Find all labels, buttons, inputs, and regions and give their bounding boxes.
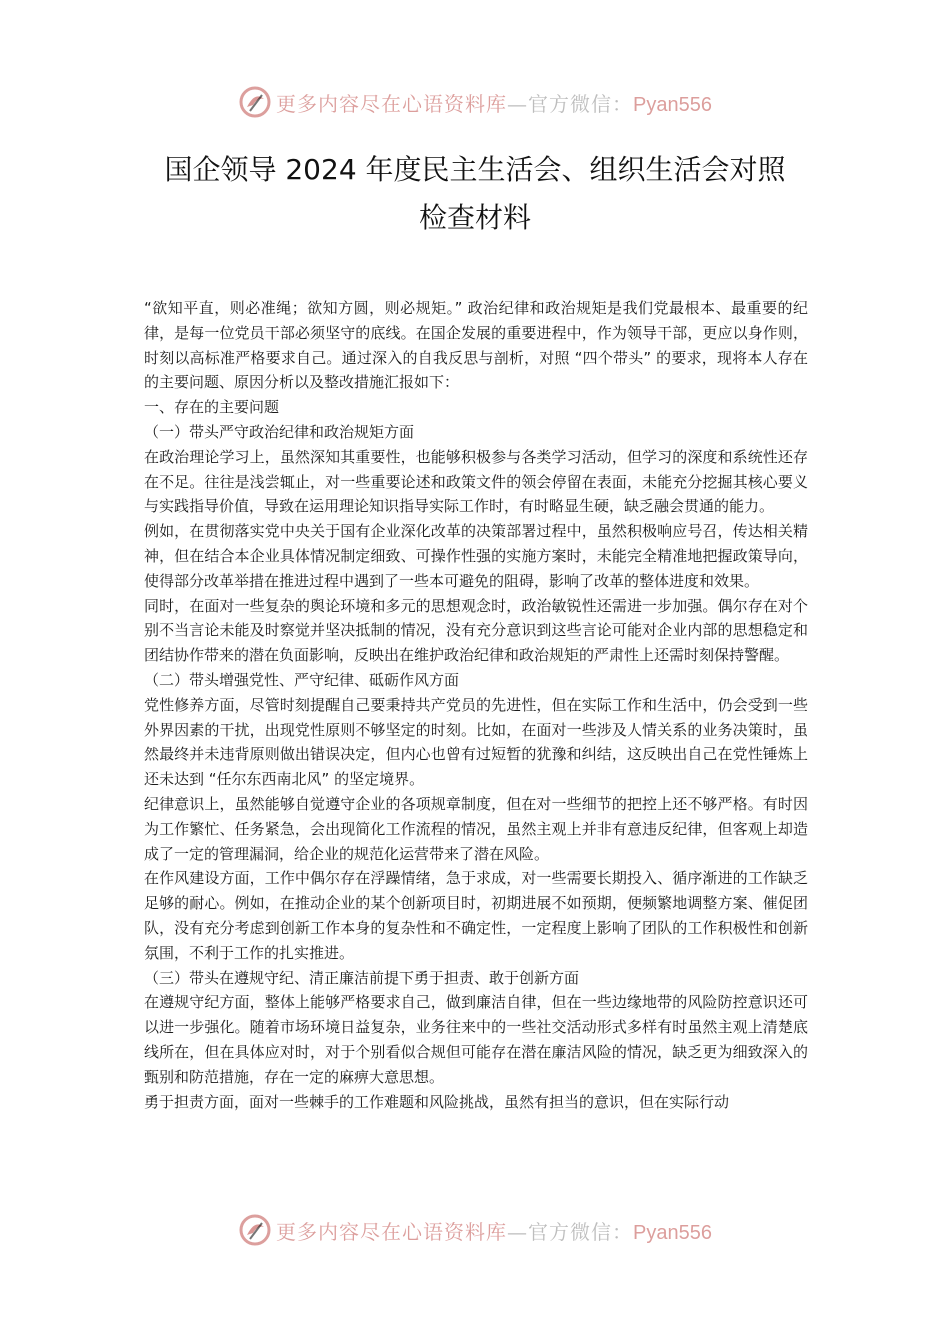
watermark-site-text: 更多内容尽在心语资料库	[276, 91, 508, 116]
watermark-wechat-label: 官方微信：	[528, 91, 634, 116]
subsection-heading-2: （二）带头增强党性、严守纪律、砥砺作风方面	[144, 670, 460, 689]
watermark-banner-top	[0, 82, 950, 122]
title-line-1: 国企领导 2024 年度民主生活会、组织生活会对照	[164, 153, 786, 186]
title-line-2: 检查材料	[418, 201, 531, 234]
subsection-heading-3: （三）带头在遵规守纪、清正廉洁前提下勇于担责、敢于创新方面	[144, 968, 580, 987]
watermark-text	[276, 88, 712, 117]
watermark-banner-bottom	[0, 1210, 950, 1250]
paragraph: 纪律意识上，虽然能够自觉遵守企业的各项规章制度，但在对一些细节的把控上还不够严格。有时因为工作繁忙、任务紧急，会出现简化工作流程的情况，虽然主观上并非有意违反纪律，但客观上却造成了一定的管理漏洞，给企业的规范化运营带来了潜在风险。	[144, 794, 808, 863]
swirl-logo-icon	[238, 85, 272, 119]
watermark-wechat-id: Pyan556	[633, 93, 712, 116]
watermark-dash: —	[507, 91, 529, 116]
paragraph: 党性修养方面，尽管时刻提醒自己要秉持共产党员的先进性，但在实际工作和生活中，仍会受到一些外界因素的干扰，出现党性原则不够坚定的时刻。比如，在面对一些涉及人情关系的业务决策时，虽然最终并未违背原则做出错误决定，但内心也曾有过短暂的犹豫和纠结，这反映出自己在党性锤炼上还未达到 “任尔东西南北风” 的坚定境界。	[144, 695, 808, 789]
paragraph: 在作风建设方面，工作中偶尔存在浮躁情绪，急于求成，对一些需要长期投入、循序渐进的工作缺乏足够的耐心。例如，在推动企业的某个创新项目时，初期进展不如预期，便频繁地调整方案、催促团队，没有充分考虑到创新工作本身的复杂性和不确定性，一定程度上影响了团队的工作积极性和创新氛围，不利于工作的扎实推进。	[144, 869, 808, 962]
watermark-wechat-label: 官方微信：	[528, 1219, 634, 1244]
paragraph-intro: “欲知平直，则必准绳；欲知方圆，则必规矩。” 政治纪律和政治规矩是我们党最根本、最重要的纪律，是每一位党员干部必须坚守的底线。在国企发展的重要进程中，作为领导干部，更应以身作则，时刻以高标准严格要求自己。通过深入的自我反思与剖析，对照 “四个带头” 的要求，现将本人存在的主要问题、原因分析以及整改措施汇报如下：	[144, 299, 808, 392]
document-body	[144, 296, 808, 1114]
subsection-heading-1: （一）带头严守政治纪律和政治规矩方面	[144, 422, 415, 441]
paragraph: 在遵规守纪方面，整体上能够严格要求自己，做到廉洁自律，但在一些边缘地带的风险防控意识还可以进一步强化。随着市场环境日益复杂，业务往来中的一些社交活动形式多样有时虽然主观上清楚底线所在，但在具体应对时，对于个别看似合规但可能存在潜在廉洁风险的情况，缺乏更为细致深入的甄别和防范措施，存在一定的麻痹大意思想。	[144, 993, 808, 1086]
paragraph: 例如，在贯彻落实党中央关于国有企业深化改革的决策部署过程中，虽然积极响应号召，传达相关精神，但在结合本企业具体情况制定细致、可操作性强的实施方案时，未能完全精准地把握政策导向，使得部分改革举措在推进过程中遇到了一些本可避免的阻碍，影响了改革的整体进度和效果。	[144, 522, 808, 590]
watermark-dash: —	[507, 1219, 529, 1244]
watermark-wechat-id: Pyan556	[633, 1221, 712, 1244]
watermark-text	[276, 1216, 712, 1245]
document-title	[140, 146, 810, 242]
swirl-logo-icon	[238, 1213, 272, 1247]
watermark-site-text: 更多内容尽在心语资料库	[276, 1219, 508, 1244]
paragraph: 在政治理论学习上，虽然深知其重要性，也能够积极参与各类学习活动，但学习的深度和系统性还存在不足。往往是浅尝辄止，对一些重要论述和政策文件的领会停留在表面，未能充分挖掘其核心要义与实践指导价值，导致在运用理论知识指导实际工作时，有时略显生硬，缺乏融会贯通的能力。	[144, 447, 808, 516]
paragraph: 同时，在面对一些复杂的舆论环境和多元的思想观念时，政治敏锐性还需进一步加强。偶尔存在对个别不当言论未能及时察觉并坚决抵制的情况，没有充分意识到这些言论可能对企业内部的思想稳定和团结协作带来的潜在负面影响，反映出在维护政治纪律和政治规矩的严肃性上还需时刻保持警醒。	[144, 596, 808, 665]
section-heading-1: 一、存在的主要问题	[144, 398, 280, 417]
paragraph: 勇于担责方面，面对一些棘手的工作难题和风险挑战，虽然有担当的意识，但在实际行动	[144, 1092, 730, 1111]
